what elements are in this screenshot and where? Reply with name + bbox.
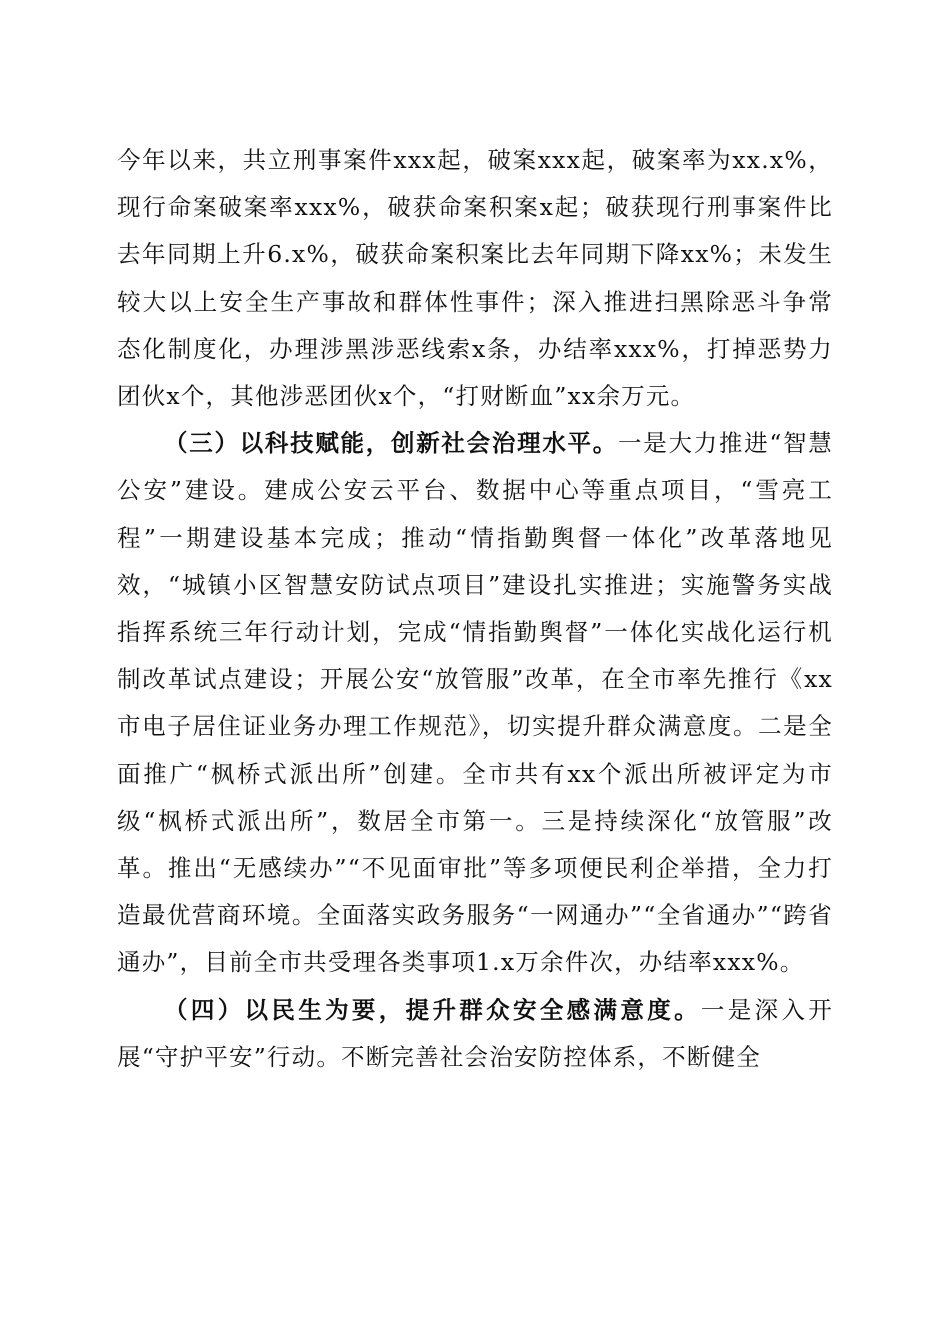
document-body <box>117 137 833 1081</box>
paragraph-text: 一是大力推进“智慧公安”建设。建成公安云平台、数据中心等重点项目，“雪亮工程”一期建设基本完成；推动“情指勤舆督一体化”改革落地见效，“城镇小区智慧安防试点项目”建设扎实推进；实施警务实战指挥系统三年行动计划，完成“情指勤舆督”一体化实战化运行机制改革试点建设；开展公安“放管服”改革，在全市率先推行《xx市电子居住证业务办理工作规范》，切实提升群众满意度。二是全面推广“枫桥式派出所”创建。全市共有xx个派出所被评定为市级“枫桥式派出所”，数居全市第一。三是持续深化“放管服”改革。推出“无感续办”“不见面审批”等多项便民利企举措，全力打造最优营商环境。全面落实政务服务“一网通办”“全省通办”“跨省通办”，目前全市共受理各类事项1.x万余件次，办结率xxx%。 <box>117 429 833 977</box>
paragraph-case-statistics <box>117 137 833 420</box>
paragraph-tech-empowerment <box>117 420 833 986</box>
section-heading-3: （三）以科技赋能，创新社会治理水平。 <box>164 429 618 458</box>
paragraph-public-welfare <box>117 987 833 1081</box>
section-heading-4: （四）以民生为要，提升群众安全感满意度。 <box>164 995 701 1024</box>
paragraph-text: 一是深入开展“守护平安”行动。不断完善社会治安防控体系，不断健全 <box>117 995 834 1071</box>
paragraph-text: 今年以来，共立刑事案件xxx起，破案xxx起，破案率为xx.x%，现行命案破案率xxx%，破获命案积案x起；破获现行刑事案件比去年同期上升6.x%，破获命案积案比去年同期下降xx%；未发生较大以上安全生产事故和群体性事件；深入推进扫黑除恶斗争常态化制度化，办理涉黑涉恶线索x条，办结率xxx%，打掉恶势力团伙x个，其他涉恶团伙x个，“打财断血”xx余万元。 <box>117 146 833 411</box>
